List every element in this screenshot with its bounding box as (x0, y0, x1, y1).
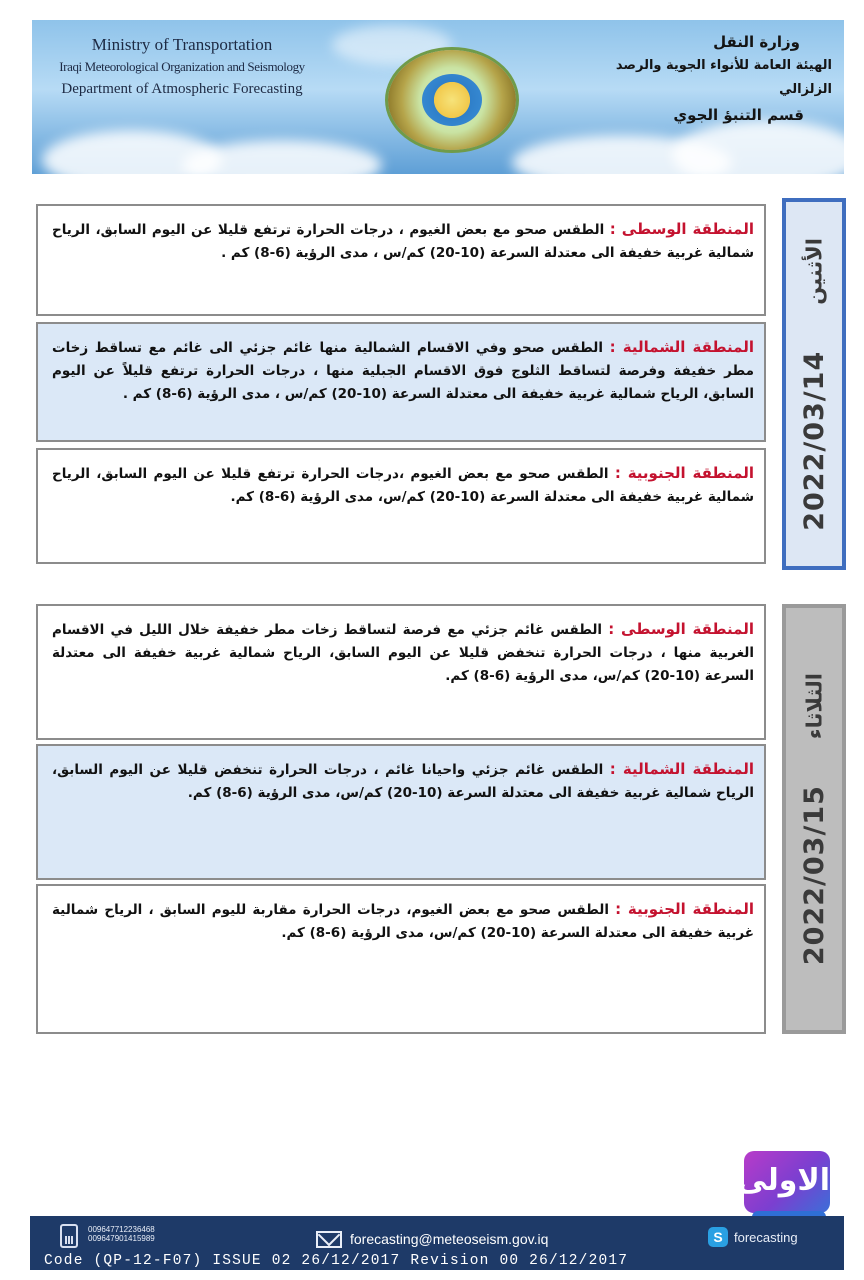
organization-name-en: Iraqi Meteorological Organization and Seismology (59, 59, 305, 74)
contact-email[interactable]: forecasting@meteoseism.gov.iq (350, 1231, 549, 1247)
region-name: المنطقة الشمالية : (609, 760, 754, 778)
day-2-side-label (782, 604, 846, 1034)
day-1-side-label (782, 198, 846, 570)
region-name: المنطقة الجنوبية : (615, 900, 754, 918)
region-name: المنطقة الوسطى : (608, 620, 754, 638)
forecast-day-name: الثلاثاء (802, 672, 826, 740)
day-1-regions (36, 198, 766, 570)
day-2-regions (36, 604, 766, 1034)
organization-name-ar: الهيئة العامة للأنواء الجوية والرصد الزلزالي (615, 58, 832, 97)
region-forecast-text: الطقس صحو مع بعض الغيوم ، درجات الحرارة ترتفع قليلا عن اليوم السابق، الرياح شمالية غربية خفيفة الى معتدلة السرعة (10-20) كم/س ، مدى الرؤية (6-8) كم . (52, 222, 754, 261)
organization-logo (388, 50, 516, 150)
region-central (36, 204, 766, 316)
skype-icon: S (708, 1227, 728, 1247)
department-name-ar: قسم التنبؤ الجوي (673, 106, 804, 124)
region-forecast-text: الطقس صحو وفي الاقسام الشمالية منها غائم جزئي الى غائم مع تساقط زخات مطر خفيفة وفرصة لتساقط الثلوج فوق الاقسام الجبلية منها ، درجات الحرارة ترتفع قليلاً عن اليوم السابق، الرياح شمالية غربية خفيفة الى معتدلة السرعة (10-20) كم/س ، مدى الرؤية (6-8) كم . (52, 340, 754, 402)
phone-number-2: 009647901415989 (88, 1234, 155, 1243)
region-name: المنطقة الجنوبية : (614, 464, 754, 482)
region-south (36, 884, 766, 1034)
region-south (36, 448, 766, 564)
phone-number-1: 009647712236468 (88, 1225, 155, 1234)
ministry-name-en: Ministry of Transportation (91, 35, 273, 54)
header-english-title (32, 34, 332, 100)
region-name: المنطقة الشمالية : (609, 338, 754, 356)
forecast-day-name: الأثنين (802, 237, 826, 305)
mail-icon (316, 1231, 342, 1248)
region-forecast-text: الطقس صحو مع بعض الغيوم، درجات الحرارة مقاربة لليوم السابق ، الرياح شمالية غربية خفيفة الى معتدلة السرعة (10-20) كم/س، مدى الرؤية (6-8) كم. (52, 902, 754, 941)
phone-icon (60, 1224, 78, 1248)
forecast-date: 2022/03/14 (798, 350, 830, 531)
region-forecast-text: الطقس غائم جزئي مع فرصة لتساقط زخات مطر خفيفة خلال الليل في الاقسام الغربية منها ، درجات الحرارة تنخفض قليلا عن اليوم السابق، الرياح شمالية غربية خفيفة الى معتدلة السرعة (10-20) كم/س، مدى الرؤية (6-8) كم. (52, 622, 754, 684)
phone-numbers (88, 1225, 155, 1243)
region-forecast-text: الطقس غائم جزئي واحيانا غائم ، درجات الحرارة تنخفض قليلا عن اليوم السابق، الرياح شمالية غربية خفيفة الى معتدلة السرعة (10-20) كم/س، مدى الرؤية (6-8) كم. (52, 762, 754, 801)
department-name-en: Department of Atmospheric Forecasting (61, 81, 303, 97)
header-arabic-title (572, 30, 832, 128)
footer-bar (30, 1216, 844, 1270)
region-north (36, 322, 766, 442)
header-banner (32, 20, 844, 174)
watermark-brand: الاولى (737, 1163, 830, 1198)
ministry-name-ar: وزارة النقل (713, 33, 800, 51)
document-code: Code (QP-12-F07) ISSUE 02 26/12/2017 Revision 00 26/12/2017 (44, 1253, 629, 1269)
logo-emblem-icon (422, 74, 482, 126)
region-name: المنطقة الوسطى : (609, 220, 755, 238)
region-central (36, 604, 766, 740)
forecast-date: 2022/03/15 (798, 785, 830, 966)
skype-handle: forecasting (734, 1230, 798, 1245)
forecast-day-2 (36, 604, 846, 1034)
forecast-day-1 (36, 198, 846, 570)
region-north (36, 744, 766, 880)
region-forecast-text: الطقس صحو مع بعض الغيوم ،درجات الحرارة ترتفع قليلا عن اليوم السابق، الرياح شمالية غربية خفيفة الى معتدلة السرعة (10-20) كم/س، مدى الرؤية (6-8) كم. (52, 466, 754, 505)
